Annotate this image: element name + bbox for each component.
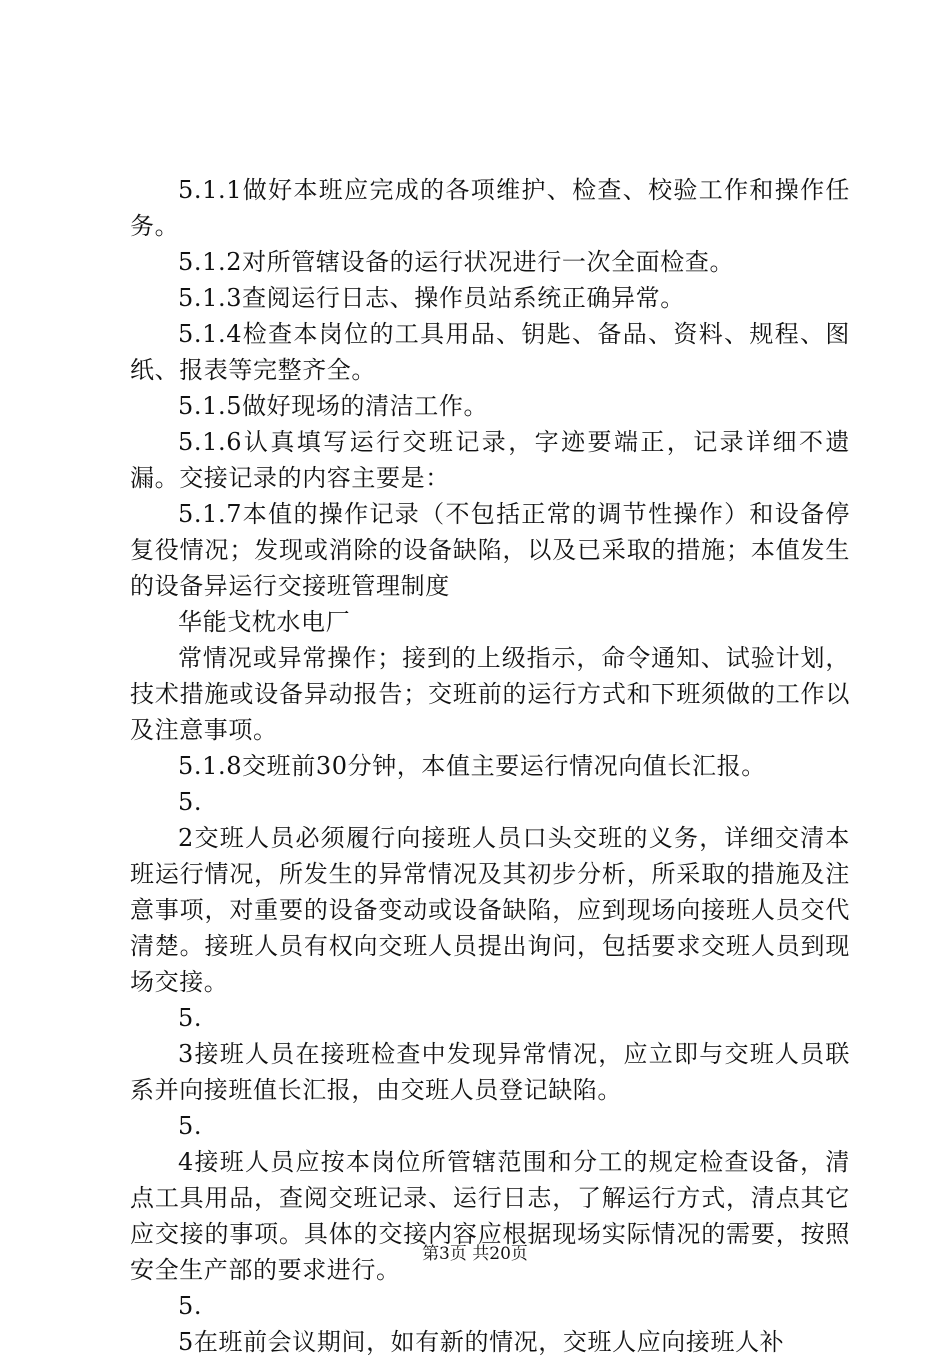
organization-name: 华能戈枕水电厂 xyxy=(178,608,351,636)
paragraph-5-1-4: 5.1.4检查本岗位的工具用品、钥匙、备品、资料、规程、图纸、报表等完整齐全。 xyxy=(130,320,850,384)
paragraph-5-1-7-continued: 常情况或异常操作；接到的上级指示，命令通知、试验计划，技术措施或设备异动报告；交班前的运行方式和下班须做的工作以及注意事项。 xyxy=(130,644,850,744)
paragraph-5-1-8: 5.1.8交班前30分钟，本值主要运行情况向值长汇报。 xyxy=(178,752,766,780)
paragraph-5-5: 5在班前会议期间，如有新的情况，交班人应向接班人补 xyxy=(178,1328,785,1356)
paragraph-5-4: 4接班人员应按本岗位所管辖范围和分工的规定检查设备，清点工具用品，查阅交班记录、运行日志，了解运行方式，清点其它应交接的事项。具体的交接内容应根据现场实际情况的需要，按照安全生产部的要求进行。 xyxy=(130,1148,850,1284)
paragraph-5-3: 3接班人员在接班检查中发现异常情况，应立即与交班人员联系并向接班值长汇报，由交班人员登记缺陷。 xyxy=(130,1040,850,1104)
section-number-5-5: 5. xyxy=(178,1292,203,1320)
section-number-5-4: 5. xyxy=(178,1112,203,1140)
section-number-5-2: 5. xyxy=(178,788,203,816)
paragraph-5-1-6: 5.1.6认真填写运行交班记录，字迹要端正，记录详细不遗漏。交接记录的内容主要是： xyxy=(130,428,850,492)
paragraph-5-1-1: 5.1.1做好本班应完成的各项维护、检查、校验工作和操作任务。 xyxy=(130,176,850,240)
page-number-footer: 第3页 共20页 xyxy=(422,1244,528,1264)
paragraph-5-1-5: 5.1.5做好现场的清洁工作。 xyxy=(178,392,489,420)
paragraph-5-1-2: 5.1.2对所管辖设备的运行状况进行一次全面检查。 xyxy=(178,248,735,276)
paragraph-5-1-3: 5.1.3查阅运行日志、操作员站系统正确异常。 xyxy=(178,284,685,312)
paragraph-5-1-7: 5.1.7本值的操作记录（不包括正常的调节性操作）和设备停复役情况；发现或消除的设备缺陷，以及已采取的措施；本值发生的设备异运行交接班管理制度 xyxy=(130,500,850,600)
section-number-5-3: 5. xyxy=(178,1004,203,1032)
document-body xyxy=(130,172,850,1360)
paragraph-5-2: 2交班人员必须履行向接班人员口头交班的义务，详细交清本班运行情况，所发生的异常情况及其初步分析，所采取的措施及注意事项，对重要的设备变动或设备缺陷，应到现场向接班人员交代清楚。接班人员有权向交班人员提出询问，包括要求交班人员到现场交接。 xyxy=(130,824,850,996)
